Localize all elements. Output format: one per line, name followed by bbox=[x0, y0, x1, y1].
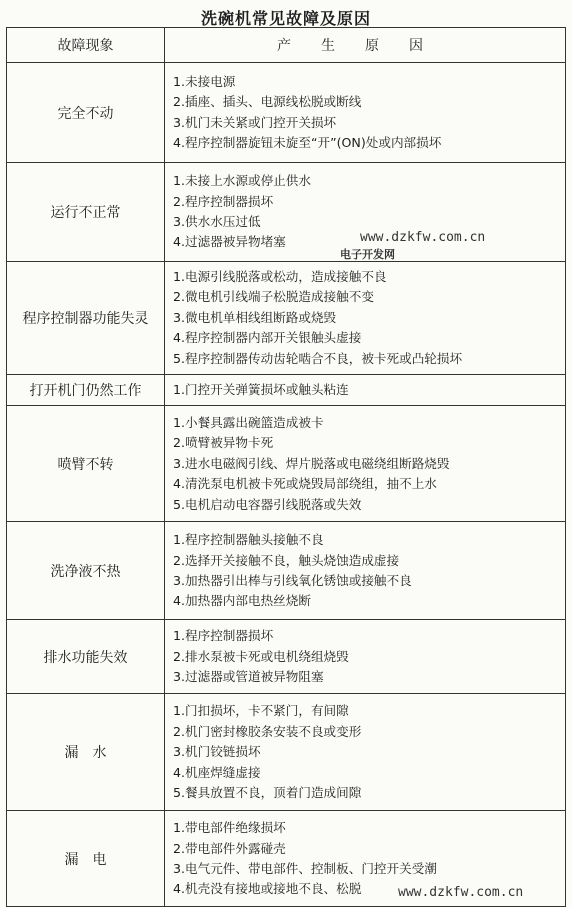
table-row bbox=[7, 522, 566, 620]
page-title: 洗碗机常见故障及原因 bbox=[200, 9, 371, 28]
cause-item: 2.带电部件外露碰壳 bbox=[173, 840, 286, 856]
cause-item: 5.餐具放置不良，顶着门造成间隙 bbox=[173, 785, 362, 801]
table-row bbox=[7, 163, 566, 262]
header-cause: 产生原因 bbox=[165, 28, 566, 63]
table-row bbox=[7, 694, 566, 811]
fault-table bbox=[6, 27, 566, 907]
table-row bbox=[7, 63, 566, 163]
cause-item: 4.机壳没有接地或接地不良、松脱 bbox=[173, 881, 362, 897]
causes-cell bbox=[165, 406, 566, 522]
watermark-url: www.dzkfw.com.cn bbox=[360, 230, 486, 245]
cause-item: 3.微电机单相线组断路或烧毁 bbox=[173, 309, 337, 325]
cause-item: 1.程序控制器损坏 bbox=[173, 628, 274, 644]
symptom-cell: 漏 水 bbox=[7, 694, 165, 811]
cause-item: 2.机门密封橡胶条安装不良或变形 bbox=[173, 723, 362, 739]
symptom-cell: 喷臂不转 bbox=[7, 406, 165, 522]
cause-item: 2.排水泵被卡死或电机绕组烧毁 bbox=[173, 648, 349, 664]
causes-cell bbox=[165, 375, 566, 406]
symptom-cell: 排水功能失效 bbox=[7, 620, 165, 694]
cause-item: 5.电机启动电容器引线脱落或失效 bbox=[173, 496, 362, 512]
cause-item: 2.微电机引线端子松脱造成接触不变 bbox=[173, 289, 374, 305]
table-row bbox=[7, 262, 566, 375]
cause-item: 4.清洗泵电机被卡死或烧毁局部绕组，抽不上水 bbox=[173, 476, 437, 492]
causes-cell bbox=[165, 522, 566, 620]
header-symptom: 故障现象 bbox=[7, 28, 165, 63]
cause-item: 4.程序控制器旋钮未旋至“开”(ON)处或内部损坏 bbox=[173, 134, 442, 150]
watermark-site-name: 电子开发网 bbox=[340, 248, 395, 261]
cause-item: 2.程序控制器损坏 bbox=[173, 193, 274, 209]
cause-item: 3.电气元件、带电部件、控制板、门控开关受潮 bbox=[173, 860, 437, 876]
causes-cell bbox=[165, 620, 566, 694]
causes-cell bbox=[165, 262, 566, 375]
cause-item: 1.电源引线脱落或松动，造成接触不良 bbox=[173, 269, 387, 284]
causes-cell bbox=[165, 63, 566, 163]
table-row bbox=[7, 620, 566, 694]
cause-item: 4.加热器内部电热丝烧断 bbox=[173, 593, 311, 609]
cause-item: 1.门控开关弹簧损坏或触头粘连 bbox=[173, 382, 349, 398]
cause-item: 1.未接电源 bbox=[173, 73, 236, 89]
symptom-cell: 洗净液不热 bbox=[7, 522, 165, 620]
symptom-cell: 程序控制器功能失灵 bbox=[7, 262, 165, 375]
cause-item: 1.小餐具露出碗篮造成被卡 bbox=[173, 414, 324, 430]
cause-item: 3.机门未关紧或门控开关损坏 bbox=[173, 114, 337, 130]
cause-item: 3.加热器引出棒与引线氧化锈蚀或接触不良 bbox=[173, 572, 412, 588]
cause-item: 4.程序控制器内部开关银触头虚接 bbox=[173, 330, 362, 346]
cause-item: 4.机座焊缝虚接 bbox=[173, 764, 261, 780]
cause-item: 2.选择开关接触不良，触头烧蚀造成虚接 bbox=[173, 552, 400, 568]
symptom-cell: 漏 电 bbox=[7, 811, 165, 907]
cause-item: 5.程序控制器传动齿轮啮合不良，被卡死或凸轮损坏 bbox=[173, 350, 463, 366]
cause-item: 1.未接上水源或停止供水 bbox=[173, 173, 311, 189]
table-header-row bbox=[7, 28, 566, 63]
cause-item: 1.程序控制器触头接触不良 bbox=[173, 532, 324, 548]
cause-item: 1.带电部件绝缘损坏 bbox=[173, 820, 286, 836]
symptom-cell: 运行不正常 bbox=[7, 163, 165, 262]
table-row bbox=[7, 406, 566, 522]
cause-item: 4.过滤器被异物堵塞 bbox=[173, 234, 286, 250]
symptom-cell: 完全不动 bbox=[7, 63, 165, 163]
watermark-url-bottom: www.dzkfw.com.cn bbox=[398, 885, 524, 900]
table-row bbox=[7, 375, 566, 406]
cause-item: 3.过滤器或管道被异物阻塞 bbox=[173, 669, 324, 685]
cause-item: 2.喷臂被异物卡死 bbox=[173, 435, 274, 451]
cause-item: 2.插座、插头、电源线松脱或断线 bbox=[173, 94, 362, 110]
cause-item: 3.进水电磁阀引线、焊片脱落或电磁绕组断路烧毁 bbox=[173, 455, 450, 471]
causes-cell bbox=[165, 694, 566, 811]
cause-item: 3.机门铰链损坏 bbox=[173, 744, 261, 760]
cause-item: 3.供水水压过低 bbox=[173, 214, 261, 229]
symptom-cell: 打开机门仍然工作 bbox=[7, 375, 165, 406]
cause-item: 1.门扣损坏，卡不紧门，有间隙 bbox=[173, 703, 349, 719]
